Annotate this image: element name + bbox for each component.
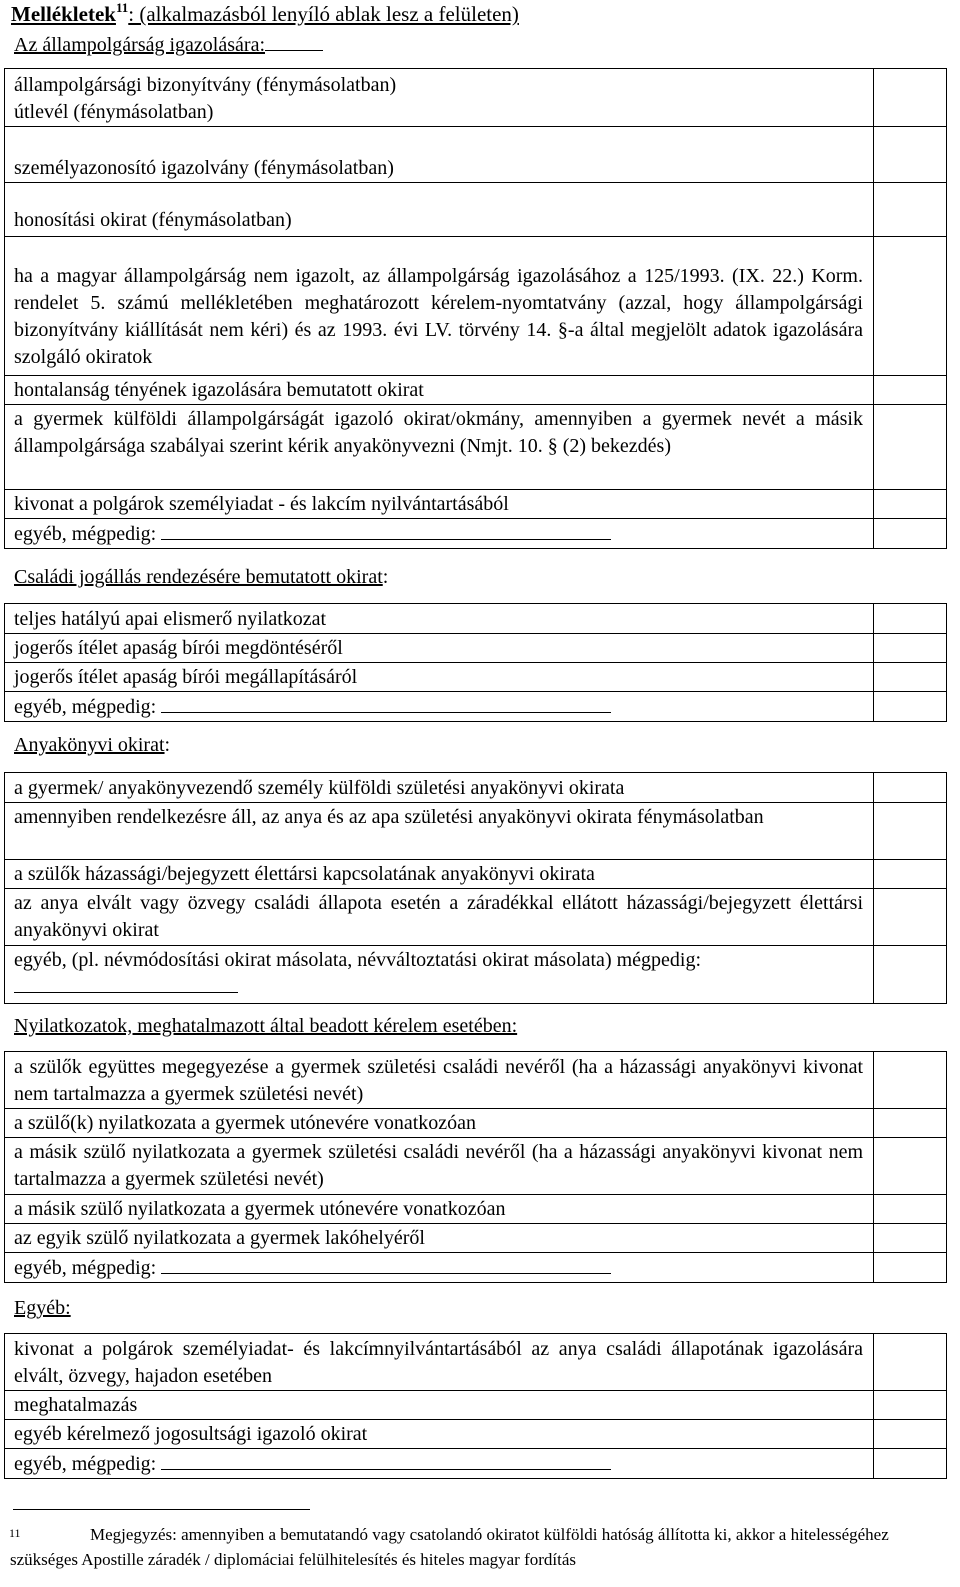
- checklist-item: az anya elvált vagy özvegy családi állapota esetén a záradékkal ellátott házassági/bejegyzett élettársi anyakönyvi okirat: [5, 889, 874, 946]
- checkbox-cell[interactable]: [874, 1052, 947, 1109]
- family-table: [4, 603, 947, 722]
- table-row: [5, 692, 947, 722]
- checklist-item: egyéb kérelmező jogosultsági igazoló okirat: [5, 1420, 874, 1449]
- checkbox-cell[interactable]: [874, 1420, 947, 1449]
- checkbox-cell[interactable]: [874, 604, 947, 634]
- checkbox-cell[interactable]: [874, 127, 947, 183]
- table-row: [5, 1391, 947, 1420]
- table-row: [5, 1253, 947, 1283]
- checkbox-cell[interactable]: [874, 773, 947, 803]
- table-row: [5, 1138, 947, 1195]
- checklist-item: a gyermek külföldi állampolgárságát igazoló okirat/okmány, amennyiben a gyermek nevét a másik állampolgársága szabályai szerint kérik anyakönyvezni (Nmjt. 10. § (2) bekezdés): [5, 405, 874, 490]
- checklist-item: honosítási okirat (fénymásolatban): [5, 183, 874, 237]
- registry-heading: Anyakönyvi okirat:: [14, 734, 171, 756]
- title-rest: : (alkalmazásból lenyíló ablak lesz a felületen): [128, 2, 519, 26]
- table-row: [5, 376, 947, 405]
- checkbox-cell[interactable]: [874, 237, 947, 376]
- title-main: Mellékletek: [11, 2, 116, 26]
- table-row: [5, 405, 947, 490]
- checkbox-cell[interactable]: [874, 1109, 947, 1138]
- checklist-item: jogerős ítélet apaság bírói megdöntéséről: [5, 634, 874, 663]
- checklist-item: állampolgársági bizonyítvány (fénymásolatban) útlevél (fénymásolatban): [5, 69, 874, 127]
- checkbox-cell[interactable]: [874, 946, 947, 1004]
- table-row: [5, 1334, 947, 1391]
- checklist-item: jogerős ítélet apaság bírói megállapításáról: [5, 663, 874, 692]
- page-title: [11, 2, 519, 27]
- checkbox-cell[interactable]: [874, 1138, 947, 1195]
- checklist-item: a másik szülő nyilatkozata a gyermek utónevére vonatkozóan: [5, 1195, 874, 1224]
- checklist-item: a szülők együttes megegyezése a gyermek születési családi nevéről (ha a házassági anyakönyvi kivonat nem tartalmazza a gyermek születési nevét): [5, 1052, 874, 1109]
- table-row: [5, 1420, 947, 1449]
- citizenship-table: [4, 68, 947, 549]
- checkbox-cell[interactable]: [874, 1449, 947, 1479]
- checkbox-cell[interactable]: [874, 1391, 947, 1420]
- table-row: [5, 127, 947, 183]
- declarations-heading: Nyilatkozatok, meghatalmazott által beadott kérelem esetében:: [14, 1015, 518, 1037]
- footnote-text: Megjegyzés: amennyiben a bemutatandó vagy csatolandó okiratot külföldi hatóság állította ki, akkor a hitelességéhez szükséges Apostille záradék / diplomáciai felülhitelesítés és hiteles magyar fordítás: [10, 1525, 889, 1569]
- checklist-item-other: egyéb, mégpedig:: [5, 519, 874, 549]
- checklist-item: ha a magyar állampolgárság nem igazolt, az állampolgárság igazolásához a 125/1993. (IX. 22.) Korm. rendelet 5. számú mellékletében meghatározott kérelem-nyomtatvány (azzal, hogy állampolgársági bizonyítvány kiállítását nem kéri) és az 1993. évi LV. törvény 14. §-a által megjelölt adatok igazolására szolgáló okiratok: [5, 237, 874, 376]
- footnote-ref: 11: [115, 0, 129, 15]
- checklist-item: meghatalmazás: [5, 1391, 874, 1420]
- checklist-item: a szülő(k) nyilatkozata a gyermek utónevére vonatkozóan: [5, 1109, 874, 1138]
- checkbox-cell[interactable]: [874, 405, 947, 490]
- checkbox-cell[interactable]: [874, 663, 947, 692]
- fill-in-line[interactable]: [161, 520, 611, 540]
- citizenship-heading: Az állampolgárság igazolására:: [14, 34, 323, 57]
- checklist-item: amennyiben rendelkezésre áll, az anya és az apa születési anyakönyvi okirata fénymásolatban: [5, 803, 874, 860]
- checklist-item: a gyermek/ anyakönyvezendő személy külföldi születési anyakönyvi okirata: [5, 773, 874, 803]
- table-row: [5, 860, 947, 889]
- checkbox-cell[interactable]: [874, 1253, 947, 1283]
- family-heading: Családi jogállás rendezésére bemutatott okirat:: [14, 566, 389, 588]
- table-row: [5, 490, 947, 519]
- footnote-number: 11: [9, 1526, 21, 1540]
- checklist-item: kivonat a polgárok személyiadat - és lakcím nyilvántartásából: [5, 490, 874, 519]
- checkbox-cell[interactable]: [874, 803, 947, 860]
- checklist-item-other: egyéb, mégpedig:: [5, 1253, 874, 1283]
- checklist-item: a szülők házassági/bejegyzett élettársi kapcsolatának anyakönyvi okirata: [5, 860, 874, 889]
- table-row: [5, 946, 947, 1004]
- table-row: [5, 634, 947, 663]
- other-table: [4, 1333, 947, 1479]
- table-row: [5, 1224, 947, 1253]
- fill-in-line[interactable]: [161, 1254, 611, 1274]
- table-row: [5, 69, 947, 127]
- checkbox-cell[interactable]: [874, 519, 947, 549]
- checklist-item: a másik szülő nyilatkozata a gyermek születési családi nevéről (ha a házassági anyakönyvi kivonat nem tartalmazza a gyermek születési nevét): [5, 1138, 874, 1195]
- checklist-item-other: egyéb, mégpedig:: [5, 692, 874, 722]
- fill-in-line[interactable]: [161, 1450, 611, 1470]
- table-row: [5, 803, 947, 860]
- checklist-item: az egyik szülő nyilatkozata a gyermek lakóhelyéről: [5, 1224, 874, 1253]
- checkbox-cell[interactable]: [874, 376, 947, 405]
- registry-table: [4, 772, 947, 1004]
- footnote-rule: [13, 1509, 310, 1510]
- fill-in-line[interactable]: [14, 974, 238, 993]
- declarations-table: [4, 1051, 947, 1283]
- checkbox-cell[interactable]: [874, 1195, 947, 1224]
- checklist-item: teljes hatályú apai elismerő nyilatkozat: [5, 604, 874, 634]
- checkbox-cell[interactable]: [874, 692, 947, 722]
- other-heading: Egyéb:: [14, 1297, 71, 1319]
- checkbox-cell[interactable]: [874, 889, 947, 946]
- table-row: [5, 773, 947, 803]
- table-row: [5, 237, 947, 376]
- table-row: [5, 1449, 947, 1479]
- checklist-item: személyazonosító igazolvány (fénymásolatban): [5, 127, 874, 183]
- checkbox-cell[interactable]: [874, 634, 947, 663]
- checkbox-cell[interactable]: [874, 183, 947, 237]
- checklist-item-other: egyéb, mégpedig:: [5, 1449, 874, 1479]
- checklist-item: kivonat a polgárok személyiadat- és lakcímnyilvántartásából az anya családi állapotának igazolására elvált, özvegy, hajadon esetében: [5, 1334, 874, 1391]
- heading-blank: [265, 34, 323, 51]
- table-row: [5, 663, 947, 692]
- checkbox-cell[interactable]: [874, 69, 947, 127]
- checkbox-cell[interactable]: [874, 1224, 947, 1253]
- checkbox-cell[interactable]: [874, 860, 947, 889]
- table-row: [5, 889, 947, 946]
- table-row: [5, 1195, 947, 1224]
- table-row: [5, 1109, 947, 1138]
- fill-in-line[interactable]: [161, 693, 611, 713]
- table-row: [5, 604, 947, 634]
- table-row: [5, 1052, 947, 1109]
- checkbox-cell[interactable]: [874, 1334, 947, 1391]
- table-row: [5, 183, 947, 237]
- checklist-item: hontalanság tényének igazolására bemutatott okirat: [5, 376, 874, 405]
- table-row: [5, 519, 947, 549]
- checklist-item-other: egyéb, (pl. névmódosítási okirat másolata, névváltoztatási okirat másolata) mégpedig:: [5, 946, 874, 1004]
- checkbox-cell[interactable]: [874, 490, 947, 519]
